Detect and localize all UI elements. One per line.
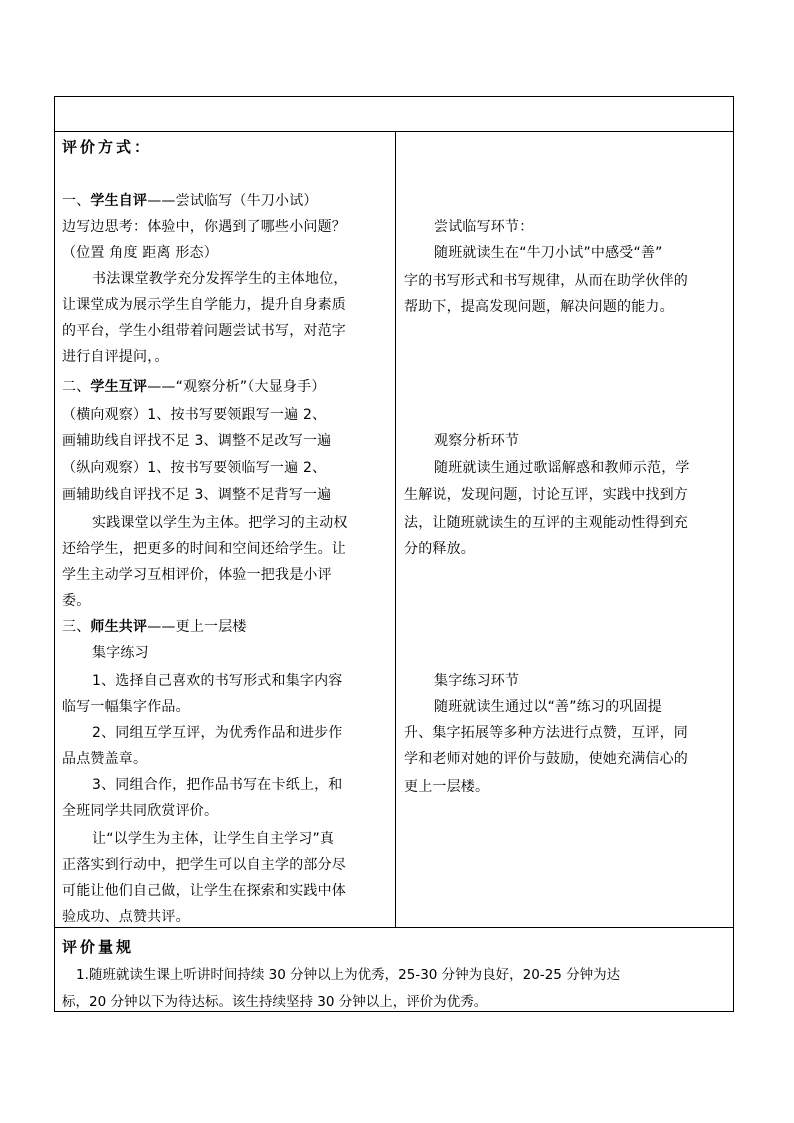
text-line: 生解说，发现问题，讨论互评，实践中找到方 (404, 487, 688, 503)
text-line: 3、同组合作，把作品书写在卡纸上，和 (92, 777, 343, 793)
table-column-divider (395, 132, 396, 928)
text-line: 边写边思考：体验中，你遇到了哪些小问题？ (62, 219, 346, 235)
text-line: 进行自评提问，。 (62, 349, 169, 365)
text-line: 临写一幅集字作品。 (62, 699, 190, 715)
section-1-heading: 一、学生自评——尝试临写（牛刀小试） (62, 193, 318, 209)
text-line: 法，让随班就读生的互评的主观能动性得到充 (404, 515, 688, 531)
text-line: 的平台，学生小组带着问题尝试书写，对范字 (62, 323, 346, 339)
text-line: 全班同学共同欣赏评价。 (62, 803, 219, 819)
text-line: （位置 角度 距离 形态） (62, 245, 218, 261)
text-line: 字的书写形式和书写规律，从而在助学伙伴的 (404, 273, 688, 289)
text-line: 可能让他们自己做，让学生在探索和实践中体 (62, 883, 346, 899)
text-line: 集字练习 (92, 645, 149, 661)
text-line: 让“以学生为主体，让学生自主学习”真 (92, 831, 335, 847)
text-line: 品点赞盖章。 (62, 751, 148, 767)
text-line: 学生主动学习互相评价，体验一把我是小评 (62, 567, 332, 583)
text-line: 委。 (62, 593, 91, 609)
text-line: 随班就读生通过以“善”练习的巩固提 (434, 699, 662, 715)
text-line: 随班就读生通过歌谣解惑和教师示范，学 (434, 460, 690, 476)
evaluation-method-heading: 评价方式： (62, 138, 153, 156)
section-2-heading: 二、学生互评——“观察分析”（大显身手） (62, 379, 326, 395)
text-line: 画辅助线自评找不足 3、调整不足改写一遍 (62, 433, 332, 449)
stage-heading: 尝试临写环节： (434, 219, 534, 235)
text-line: 2、同组互学互评，为优秀作品和进步作 (92, 725, 343, 741)
section-3-heading: 三、师生共评——更上一层楼 (62, 619, 247, 635)
text-line: 书法课堂教学充分发挥学生的主体地位， (92, 271, 348, 287)
rubric-line: 1.随班就读生课上听讲时间持续 30 分钟以上为优秀，25-30 分钟为良好，20-25 分钟为达 (76, 967, 621, 983)
text-line: 画辅助线自评找不足 3、调整不足背写一遍 (62, 487, 332, 503)
text-line: 正落实到行动中，把学生可以自主学的部分尽 (62, 857, 346, 873)
text-line: 实践课堂以学生为主体。把学习的主动权 (92, 515, 348, 531)
text-line: 还给学生，把更多的时间和空间还给学生。让 (62, 541, 346, 557)
text-line: 更上一层楼。 (404, 779, 490, 795)
rubric-line: 标，20 分钟以下为待达标。该生持续坚持 30 分钟以上，评价为优秀。 (62, 994, 488, 1010)
text-line: 帮助下，提高发现问题，解决问题的能力。 (404, 299, 674, 315)
text-line: （横向观察）1、按书写要领跟写一遍 2、 (62, 407, 327, 423)
text-line: （纵向观察）1、按书写要领临写一遍 2、 (62, 460, 327, 476)
text-line: 让课堂成为展示学生自学能力，提升自身素质 (62, 297, 346, 313)
text-line: 分的释放。 (404, 541, 475, 557)
table-row-divider-top (55, 131, 733, 132)
rubric-heading: 评价量规 (62, 938, 135, 956)
text-line: 学和老师对她的评价与鼓励，使她充满信心的 (404, 751, 688, 767)
text-line: 1、选择自己喜欢的书写形式和集字内容 (92, 673, 343, 689)
stage-heading: 观察分析环节 (434, 433, 520, 449)
text-line: 升、集字拓展等多种方法进行点赞，互评，同 (404, 725, 688, 741)
text-line: 随班就读生在“牛刀小试”中感受“善” (434, 245, 663, 261)
text-line: 验成功、点赞共评。 (62, 909, 190, 925)
stage-heading: 集字练习环节 (434, 673, 520, 689)
